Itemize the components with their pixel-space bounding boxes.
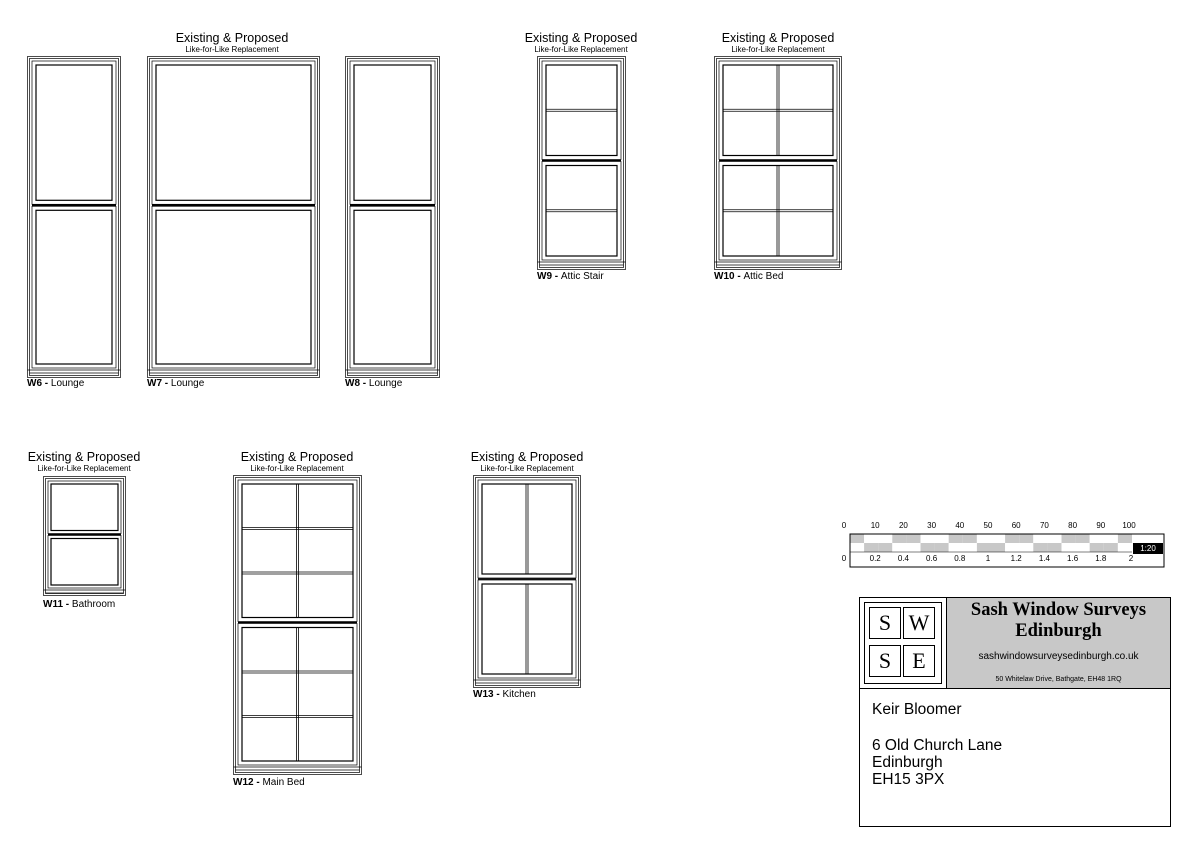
scale-segment xyxy=(935,534,949,543)
scale-segment xyxy=(864,534,878,543)
scale-segment xyxy=(878,534,892,543)
window-room: Attic Bed xyxy=(743,271,784,282)
window-id: W12 xyxy=(233,777,254,788)
window-elevation-w8 xyxy=(345,56,440,378)
scale-segment xyxy=(1005,534,1019,543)
header-subtitle: Like-for-Like Replacement xyxy=(37,463,131,473)
scale-segment xyxy=(1047,543,1061,552)
scale-segment xyxy=(1019,543,1033,552)
company-address: 50 Whitelaw Drive, Bathgate, EH48 1RQ xyxy=(995,676,1122,683)
window-label-w10: W10 - Attic Bed xyxy=(714,271,784,282)
scale-bar xyxy=(838,518,1168,570)
scale-segment xyxy=(935,543,949,552)
outer-frame xyxy=(44,477,126,596)
title-block-header xyxy=(860,598,1170,689)
window-elevation-w10 xyxy=(714,56,842,270)
scale-segment xyxy=(949,543,963,552)
scale-tick-bottom: 1.8 xyxy=(1095,554,1107,563)
scale-segment xyxy=(1104,534,1118,543)
lower-sash xyxy=(478,580,576,678)
header-subtitle: Like-for-Like Replacement xyxy=(731,44,825,54)
window-id: W11 xyxy=(43,599,64,610)
glazing xyxy=(354,210,431,364)
window-room: Lounge xyxy=(50,378,85,389)
glazing xyxy=(546,166,617,257)
glazing xyxy=(546,65,617,156)
logo-letter: S xyxy=(869,607,901,639)
lower-sash xyxy=(719,162,837,261)
scale-segment xyxy=(1062,534,1076,543)
company-panel xyxy=(946,598,1170,688)
scale-tick-top: 20 xyxy=(898,521,908,530)
scale-tick-top: 90 xyxy=(1096,521,1106,530)
scale-tick-bottom: 1.6 xyxy=(1067,554,1079,563)
glazing xyxy=(51,539,118,586)
scale-tick-top: 80 xyxy=(1068,521,1078,530)
scale-tick-bottom: 0.2 xyxy=(869,554,881,563)
header-title: Existing & Proposed xyxy=(27,450,141,464)
lower-sash xyxy=(48,536,121,589)
window-room: Bathroom xyxy=(71,599,116,610)
window-elevation-w7 xyxy=(147,56,320,378)
scale-segment xyxy=(921,534,935,543)
window-elevation-w13 xyxy=(473,475,581,688)
lower-sash xyxy=(542,162,621,261)
upper-sash xyxy=(32,61,116,204)
window-label-w8: W8 - Lounge xyxy=(345,378,403,389)
client-details xyxy=(872,701,1002,788)
group-header-w7 xyxy=(152,32,312,54)
scale-segment xyxy=(1033,543,1047,552)
scale-tick-top: 60 xyxy=(1011,521,1021,530)
scale-segment xyxy=(1076,534,1090,543)
scale-tick-top: 100 xyxy=(1122,521,1136,530)
client-address-line2: Edinburgh xyxy=(872,754,943,771)
window-id: W10 xyxy=(714,271,735,282)
header-title: Existing & Proposed xyxy=(470,450,584,464)
scale-tick-bottom: 1.4 xyxy=(1038,554,1050,563)
header-subtitle: Like-for-Like Replacement xyxy=(250,463,344,473)
scale-tick-top: 10 xyxy=(870,521,880,530)
inner-frame xyxy=(46,479,124,594)
window-room: Main Bed xyxy=(262,777,305,788)
scale-segment xyxy=(949,534,963,543)
glazing xyxy=(36,65,112,200)
header-subtitle: Like-for-Like Replacement xyxy=(534,44,628,54)
group-header-w11 xyxy=(4,451,164,473)
window-id: W9 xyxy=(537,271,552,282)
window-label-w13: W13 - Kitchen xyxy=(473,689,536,700)
scale-tick-top: 40 xyxy=(955,521,965,530)
upper-sash xyxy=(478,480,576,578)
window-label-w7: W7 - Lounge xyxy=(147,378,205,389)
scale-segment xyxy=(991,543,1005,552)
scale-segment xyxy=(977,534,991,543)
scale-segment xyxy=(991,534,1005,543)
window-elevation-w9 xyxy=(537,56,626,270)
upper-sash xyxy=(238,480,357,622)
scale-segment xyxy=(906,534,920,543)
company-name-line1: Sash Window Surveys xyxy=(970,600,1147,620)
header-title: Existing & Proposed xyxy=(240,450,354,464)
glazing xyxy=(482,584,572,674)
group-header-w9 xyxy=(501,32,661,54)
glazing xyxy=(354,65,431,200)
scale-segment xyxy=(1118,534,1132,543)
group-header-w13 xyxy=(447,451,607,473)
scale-tick-top: 30 xyxy=(927,521,937,530)
company-name xyxy=(947,600,1170,642)
outer-frame xyxy=(538,57,626,270)
window-label-w9: W9 - Attic Stair xyxy=(537,271,604,282)
inner-frame xyxy=(348,59,438,376)
header-title: Existing & Proposed xyxy=(721,31,835,45)
upper-sash xyxy=(719,61,837,160)
scale-segment xyxy=(1062,543,1076,552)
scale-tick-top: 50 xyxy=(983,521,993,530)
scale-segment xyxy=(1033,534,1047,543)
scale-segment xyxy=(892,534,906,543)
window-id: W6 xyxy=(27,378,42,389)
glazing xyxy=(36,210,112,364)
scale-segment xyxy=(1090,534,1104,543)
inner-frame xyxy=(30,59,119,376)
scale-tick-bottom: 0.4 xyxy=(897,554,909,563)
upper-sash xyxy=(350,61,435,204)
scale-segment xyxy=(906,543,920,552)
outer-frame xyxy=(474,476,581,688)
window-id: W8 xyxy=(345,378,360,389)
company-website: sashwindowsurveysedinburgh.co.uk xyxy=(978,651,1139,662)
scale-segment xyxy=(1019,534,1033,543)
outer-frame xyxy=(715,57,842,270)
inner-frame xyxy=(150,59,318,376)
glazing xyxy=(723,65,833,156)
scale-tick-bottom: 0.6 xyxy=(926,554,938,563)
scale-tick-top: 0 xyxy=(841,521,847,530)
header-subtitle: Like-for-Like Replacement xyxy=(185,44,279,54)
scale-segment xyxy=(963,534,977,543)
window-room: Kitchen xyxy=(502,689,536,700)
scale-segment xyxy=(1047,534,1061,543)
logo-letter: W xyxy=(903,607,935,639)
logo-letter: S xyxy=(869,645,901,677)
group-header-w12 xyxy=(217,451,377,473)
outer-frame xyxy=(234,476,362,775)
inner-frame xyxy=(236,478,360,773)
window-label-w6: W6 - Lounge xyxy=(27,378,85,389)
outer-frame xyxy=(148,57,320,378)
title-block xyxy=(859,597,1171,827)
inner-frame xyxy=(717,59,840,268)
window-room: Attic Stair xyxy=(560,271,604,282)
window-label-w12: W12 - Main Bed xyxy=(233,777,305,788)
window-id: W7 xyxy=(147,378,162,389)
scale-segment xyxy=(1104,543,1118,552)
scale-tick-bottom: 1.2 xyxy=(1010,554,1022,563)
scale-segment xyxy=(892,543,906,552)
client-address-line3: EH15 3PX xyxy=(872,771,945,788)
upper-sash xyxy=(542,61,621,160)
scale-segment xyxy=(1118,543,1132,552)
outer-frame xyxy=(346,57,440,378)
glazing xyxy=(723,166,833,257)
scale-tick-bottom: 0 xyxy=(841,554,847,563)
glazing xyxy=(482,484,572,574)
company-logo xyxy=(864,602,942,684)
outer-frame xyxy=(28,57,121,378)
inner-frame xyxy=(476,478,579,686)
upper-sash xyxy=(152,61,315,204)
header-title: Existing & Proposed xyxy=(524,31,638,45)
scale-ratio: 1:20 xyxy=(1140,544,1156,553)
scale-tick-bottom: 0.8 xyxy=(954,554,966,563)
client-name: Keir Bloomer xyxy=(872,701,962,718)
lower-sash xyxy=(152,206,315,368)
window-room: Lounge xyxy=(368,378,403,389)
window-elevation-w6 xyxy=(27,56,121,378)
scale-segment xyxy=(850,543,864,552)
scale-segment xyxy=(878,543,892,552)
scale-segment xyxy=(850,534,864,543)
scale-tick-bottom: 2 xyxy=(1128,554,1134,563)
scale-segment xyxy=(1090,543,1104,552)
scale-segment xyxy=(963,543,977,552)
client-address-line1: 6 Old Church Lane xyxy=(872,737,1003,754)
header-subtitle: Like-for-Like Replacement xyxy=(480,463,574,473)
scale-tick-top: 70 xyxy=(1039,521,1049,530)
window-label-w11: W11 - Bathroom xyxy=(43,599,116,610)
scale-segment xyxy=(1076,543,1090,552)
lower-sash xyxy=(32,206,116,368)
company-name-line2: Edinburgh xyxy=(1015,621,1102,641)
upper-sash xyxy=(48,481,121,534)
glazing xyxy=(156,210,311,364)
scale-segment xyxy=(1005,543,1019,552)
window-room: Lounge xyxy=(170,378,205,389)
glazing xyxy=(156,65,311,200)
group-header-w10 xyxy=(698,32,858,54)
glazing xyxy=(242,628,353,762)
scale-segment xyxy=(977,543,991,552)
window-elevation-w12 xyxy=(233,475,362,775)
scale-segment xyxy=(864,543,878,552)
inner-frame xyxy=(540,59,624,268)
window-elevation-w11 xyxy=(43,476,126,596)
scale-tick-bottom: 1 xyxy=(985,554,991,563)
scale-segment xyxy=(921,543,935,552)
lower-sash xyxy=(238,624,357,766)
header-title: Existing & Proposed xyxy=(175,31,289,45)
window-id: W13 xyxy=(473,689,494,700)
glazing xyxy=(51,484,118,531)
glazing xyxy=(242,484,353,618)
lower-sash xyxy=(350,206,435,368)
logo-letter: E xyxy=(903,645,935,677)
